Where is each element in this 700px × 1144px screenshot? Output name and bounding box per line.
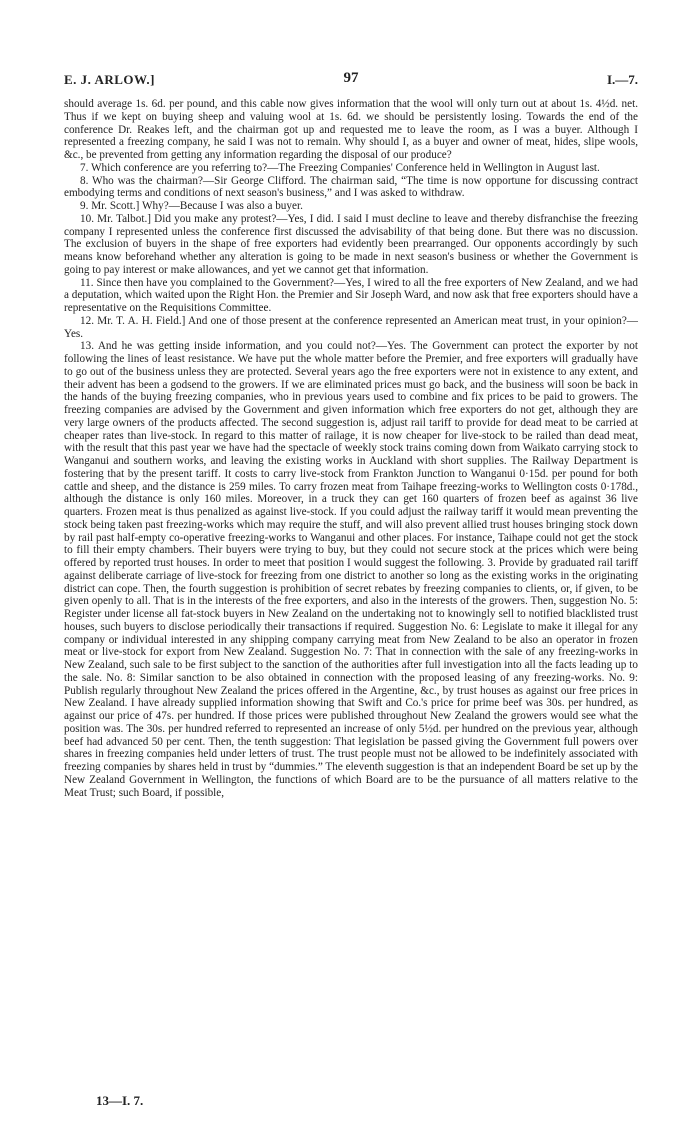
page-number: 97 bbox=[343, 70, 359, 86]
header-witness-name: E. J. ARLOW.] bbox=[64, 72, 155, 87]
paragraph: 13. And he was getting inside information, and you could not?—Yes. The Government can protect the exporter by not following the lines of least resistance. We have put the whole matter before the Premier, and free exporters will gradually have to go out of the business unless they are protected. Several years ago the free exporters were not in existence to any extent, and their advent has been a godsend to the growers. If we are eliminated prices must go back, and the business will soon be back in the hands of the buying freezing companies, who in previous years used to combine and fix prices to be paid to growers. The freezing companies are advised by the Government and given information which free exporters do not get, although they are very large owners of the products affected. The second suggestion is, adjust rail tariff to provide for dead meat to be carried at cheaper rates than live-stock. In regard to this matter of railage, it is now cheaper for live-stock to be railed than dead meat, with the result that this past year we have had the spectacle of weekly stock trains coming down from Waikato carrying stock to Wanganui and southern works, and leaving the existing works in Auckland with short supplies. The Railway Department is fostering that by the present tariff. It costs to carry live-stock from Frankton Junction to Wanganui 0·15d. per pound for both cattle and sheep, and the distance is 259 miles. To carry frozen meat from Taihape freezing-works to Wellington costs 0·178d., although the distance is only 160 miles. Moreover, in a truck they can get 160 quarters of frozen beef as against 36 live quarters. Frozen meat is thus penalized as against live-stock. If you could adjust the railway tariff it would mean preventing the stock being taken past freezing-works which may require the stuff, and will also prevent allied trust houses bringing stock down by rail past half-empty co-operative freezing-works to Wanganui and other places. For instance, Taihape could not get the stock to fill their empty chambers. Their buyers were trying to buy, but they could not secure stock at the prices which were being offered by reported trust houses. In order to meet that position I would suggest the following. 3. Provide by graduated rail tariff against deliberate carriage of live-stock for freezing from one district to another so long as the existing works in the originating district can cope. Then, the fourth suggestion is prohibition of secret rebates by freezing companies to clients, or, if given, to be given openly to all. That is in the interests of the free exporters, and also in the interests of the growers. Then, suggestion No. 5: Register under license all fat-stock buyers in New Zealand on the undertaking not to knowingly sell to notified blacklisted trust houses, such buyers to disclose periodically their transactions if required. Suggestion No. 6: Legislate to make it illegal for any company or individual interested in any shipping company carrying meat from New Zealand to be also an operator in frozen meat or live-stock for export from New Zealand. Suggestion No. 7: That in connection with the sale of any freezing-works in New Zealand, such sale to be first subject to the sanction of the authorities after full investigation into all the facts leading up to the sale. No. 8: Similar sanction to be also obtained in connection with the proposed leasing of any freezing-works. No. 9: Publish regularly throughout New Zealand the prices offered in the Argentine, &c., by trust houses as against our free prices in New Zealand. I have already supplied information showing that Swift and Co.'s price for prime beef was 30s. per hundred, as against our price of 47s. per hundred. If those prices were published throughout New Zealand the growers would see what the position was. The 30s. per hundred referred to represented an increase of only 5½d. per hundred on the previous year, although beef had advanced 50 per cent. Then, the tenth suggestion: That legislation be passed giving the Government full powers over shares in freezing companies held under letters of trust. The trust people must not be allowed to be indefinitely associated with freezing companies by shares held in trust by “dummies.” The eleventh suggestion is that an independent Board be set up by the New Zealand Government in Wellington, the functions of which Board are to be the pursuance of all matters relative to the Meat Trust; such Board, if possible, bbox=[64, 340, 638, 799]
body-text bbox=[64, 98, 638, 799]
header-document-ref: I.—7. bbox=[606, 72, 638, 87]
paragraph: 12. Mr. T. A. H. Field.] And one of those present at the conference represented an American meat trust, in your opinion?—Yes. bbox=[64, 314, 638, 340]
page-header bbox=[64, 72, 638, 92]
paragraph: 8. Who was the chairman?—Sir George Clifford. The chairman said, “The time is now opportune for discussing contract embodying terms and conditions of next season's business,” and I was asked to withdraw. bbox=[64, 174, 638, 200]
signature-mark: 13—I. 7. bbox=[96, 1093, 144, 1108]
paragraph: should average 1s. 6d. per pound, and this cable now gives information that the wool will only turn out at about 1s. 4½d. net. Thus if we kept on buying sheep and valuing wool at 1s. 6d. we should be persistently losing. Towards the end of the conference Dr. Reakes left, and the chairman got up and requested me to leave the room, as I was a buyer. Although I represented a freezing company, he said I was not to remain. Why should I, as a buyer and owner of meat, hides, slipe wools, &c., be prevented from getting any information regarding the disposal of our produce? bbox=[64, 98, 638, 161]
paragraph: 7. Which conference are you referring to?—The Freezing Companies' Conference held in Wellington in August last. bbox=[80, 161, 600, 174]
paragraph: 10. Mr. Talbot.] Did you make any protest?—Yes, I did. I said I must decline to leave and thereby disfranchise the freezing company I represented unless the conference first discussed the advisability of that being done. But there was no discussion. The exclusion of buyers in the shape of free exporters had evidently been prearranged. Our opponents accordingly by such means know beforehand whether any alteration is going to be made in next season's business or whether the Government is going to pay interest or make allowances, and yet we cannot get that information. bbox=[64, 212, 638, 276]
paragraph: 9. Mr. Scott.] Why?—Because I was also a buyer. bbox=[80, 200, 303, 212]
paragraph: 11. Since then have you complained to the Government?—Yes, I wired to all the free exporters of New Zealand, and we had a deputation, which waited upon the Right Hon. the Premier and Sir Joseph Ward, and now ask that free exporters should have a representative on the Requisitions Committee. bbox=[64, 276, 638, 314]
